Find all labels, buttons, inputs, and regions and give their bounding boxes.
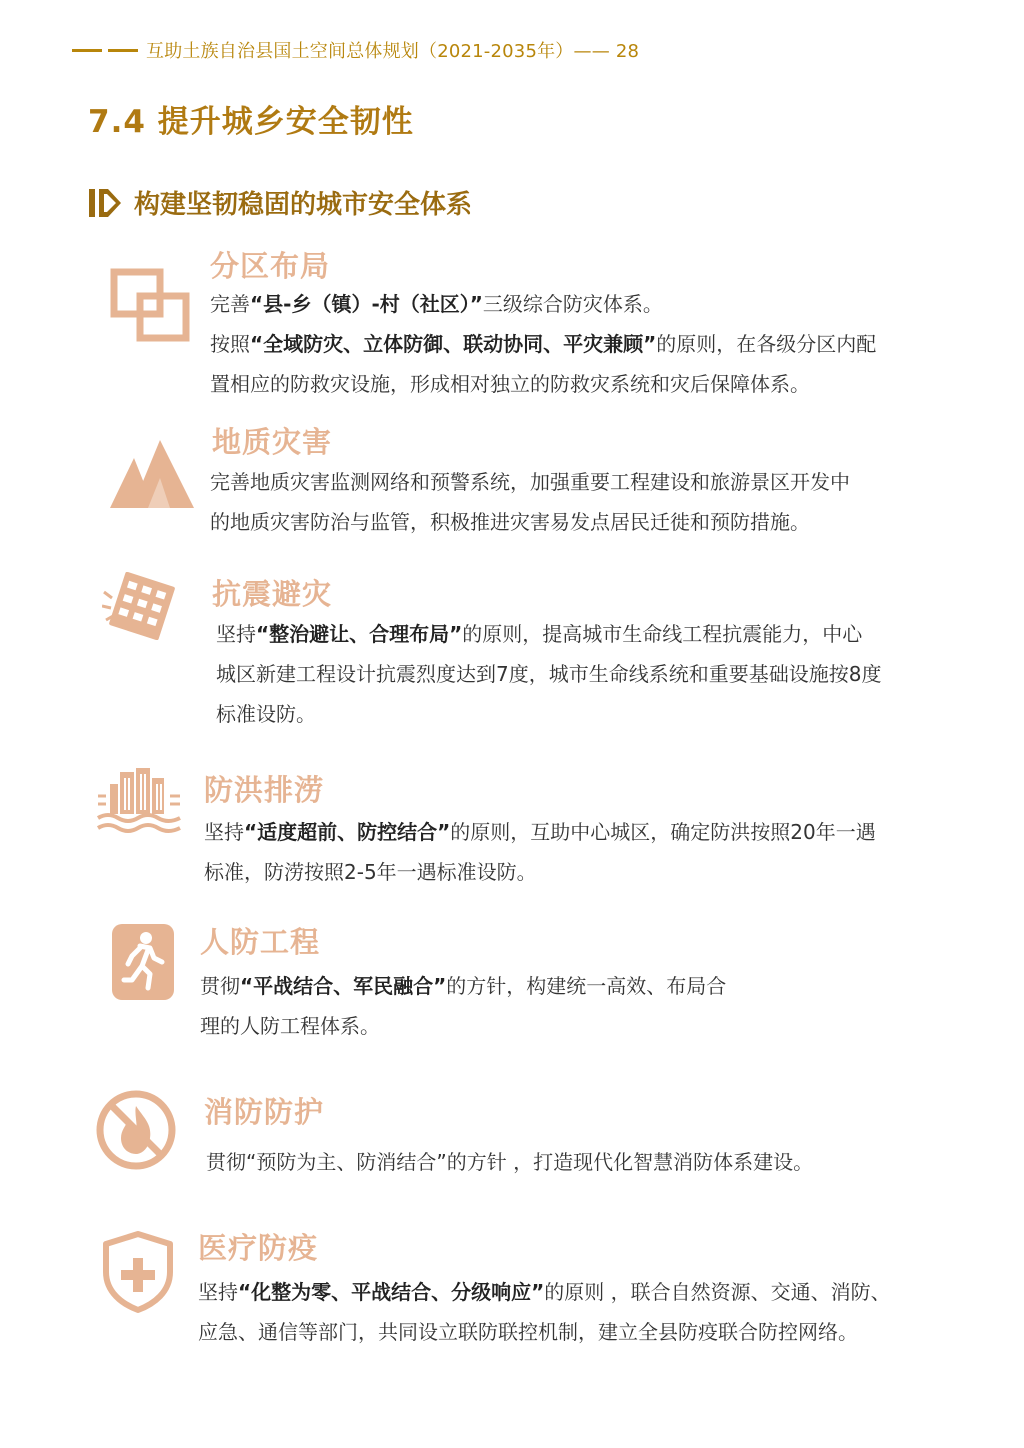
- text: 标准，防涝按照2-5年一遇标准设防。: [204, 860, 537, 884]
- item-title: 防洪排涝: [204, 773, 325, 807]
- bold-text: “平战结合、军民融合”: [240, 974, 447, 998]
- text: 完善: [210, 292, 250, 316]
- text: 坚持: [198, 1280, 238, 1304]
- text: 完善地质灾害监测网络和预警系统，加强重要工程建设和旅游景区开发中: [210, 470, 850, 494]
- body-line: [200, 1006, 726, 1046]
- body-line: [210, 364, 876, 404]
- body-line: [206, 1142, 813, 1182]
- text: 三级综合防灾体系。: [482, 292, 663, 316]
- text: 城区新建工程设计抗震烈度达到7度，城市生命线系统和重要基础设施按8度: [216, 662, 882, 686]
- id-arrow-icon: [88, 187, 126, 219]
- text: 的原则，互助中心城区，确定防洪按照20年一遇: [450, 820, 876, 844]
- text: 按照: [210, 332, 250, 356]
- bold-text: “整治避让、合理布局”: [256, 622, 463, 646]
- item-title: 人防工程: [200, 925, 321, 959]
- text: 的原则，提高城市生命线工程抗震能力，中心: [462, 622, 863, 646]
- text: 的方针，构建统一高效、布局合: [446, 974, 727, 998]
- item-title: 医疗防疫: [198, 1231, 319, 1265]
- bold-text: “县-乡（镇）-村（社区）”: [250, 292, 483, 316]
- body-line: [200, 966, 726, 1006]
- item-body: [210, 462, 850, 542]
- bold-text: “化整为零、平战结合、分级响应”: [238, 1280, 545, 1304]
- section-title: 7.4 提升城乡安全韧性: [88, 104, 414, 140]
- body-line: [216, 654, 881, 694]
- flood-building-icon: [96, 766, 182, 842]
- text: 坚持: [204, 820, 244, 844]
- subsection-title: [88, 184, 472, 221]
- text: 理的人防工程体系。: [200, 1014, 380, 1038]
- item-title: 消防防护: [204, 1095, 325, 1129]
- text: 置相应的防救灾设施，形成相对独立的防救灾系统和灾后保障体系。: [210, 372, 810, 396]
- medical-shield-icon: [100, 1230, 176, 1318]
- item-title: 抗震避灾: [212, 577, 333, 611]
- text: 的原则 ，联合自然资源、交通、消防、: [544, 1280, 891, 1304]
- item-body: [206, 1142, 813, 1182]
- body-line: [210, 462, 850, 502]
- page-header: [72, 36, 639, 64]
- header-title: 互助土族自治县国土空间总体规划（2021-2035年）—— 28: [146, 41, 640, 62]
- bold-text: “全域防灾、立体防御、联动协同、平灾兼顾”: [250, 332, 657, 356]
- overlapping-squares-icon: [110, 268, 190, 346]
- item-body: [210, 284, 876, 404]
- collapsing-building-icon: [102, 572, 184, 644]
- body-line: [210, 324, 876, 364]
- item-body: [204, 812, 876, 892]
- text: 标准设防。: [216, 702, 316, 726]
- item-body: [216, 614, 881, 734]
- item-title: 地质灾害: [212, 425, 333, 459]
- text: 坚持: [216, 622, 256, 646]
- body-line: [204, 812, 876, 852]
- bold-text: “适度超前、防控结合”: [244, 820, 451, 844]
- body-line: [204, 852, 876, 892]
- body-line: [210, 284, 876, 324]
- text: 应急、通信等部门，共同设立联防联控机制，建立全县防疫联合防控网络。: [198, 1320, 858, 1344]
- body-line: [216, 614, 881, 654]
- item-body: [198, 1272, 891, 1352]
- no-fire-icon: [94, 1088, 178, 1176]
- body-line: [198, 1312, 891, 1352]
- body-line: [216, 694, 881, 734]
- emergency-exit-icon: [110, 922, 176, 1006]
- item-body: [200, 966, 726, 1046]
- text: 的原则，在各级分区内配: [656, 332, 877, 356]
- header-dash: [72, 49, 102, 52]
- body-line: [198, 1272, 891, 1312]
- header-dash: [108, 49, 138, 52]
- text: 贯彻“预防为主、防消结合”的方针 ，打造现代化智慧消防体系建设。: [206, 1150, 814, 1174]
- text: 的地质灾害防治与监管，积极推进灾害易发点居民迁徙和预防措施。: [210, 510, 810, 534]
- body-line: [210, 502, 850, 542]
- text: 贯彻: [200, 974, 240, 998]
- mountain-icon: [108, 438, 196, 514]
- item-title: 分区布局: [210, 249, 331, 283]
- subsection-title-text: 构建坚韧稳固的城市安全体系: [134, 190, 473, 220]
